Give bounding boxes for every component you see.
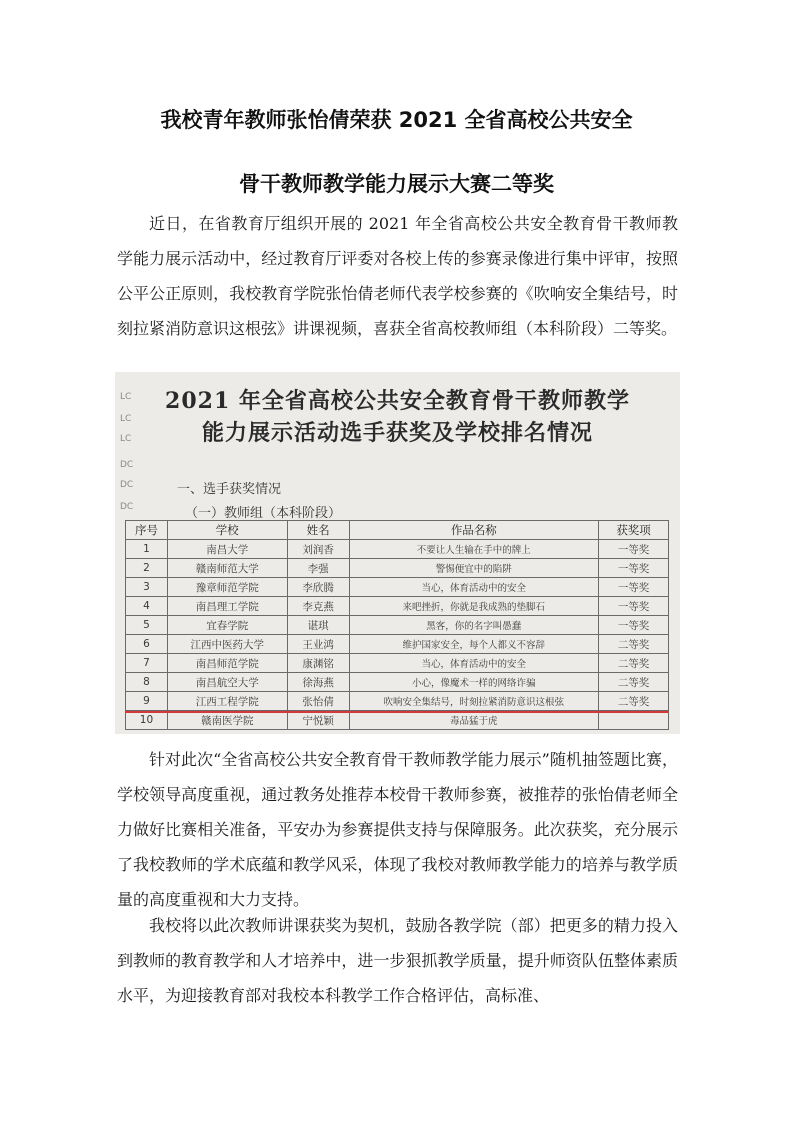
- cell-work: 不要让人生输在手中的牌上: [349, 540, 599, 559]
- cell-name: 李强: [287, 559, 349, 578]
- article-title-line-2: 骨干教师教学能力展示大赛二等奖: [239, 172, 554, 196]
- cell-work: 警惕便宜中的陷阱: [349, 559, 599, 578]
- cell-work: 黑客，你的名字叫愚蠢: [349, 616, 599, 635]
- cell-award: 二等奖: [599, 692, 669, 711]
- cell-work: 毒品猛于虎: [349, 711, 599, 730]
- paragraph-outlook: 我校将以此次教师讲课获奖为契机，鼓励各教学院（部）把更多的精力投入到教师的教育教学和人才培养中，进一步狠抓教学质量，提升师资队伍整体素质水平，为迎接教育部对我校本科教学工作合格评估，高标准、: [117, 916, 678, 1005]
- cell-award: 二等奖: [599, 635, 669, 654]
- cell-work: 来吧挫折，你就是我成熟的垫脚石: [349, 597, 599, 616]
- cell-award: 一等奖: [599, 559, 669, 578]
- paragraph-intro: 近日，在省教育厅组织开展的 2021 年全省高校公共安全教育骨干教师教学能力展示活动中，经过教育厅评委对各校上传的参赛录像进行集中评审，按照公平公正原则，我校教育学院张怡倩老师代表学校参赛的《吹响安全集结号，时刻拉紧消防意识这根弦》讲课视频，喜获全省高校教师组（本科阶段）二等奖。: [117, 214, 678, 338]
- cell-index: 9: [126, 692, 168, 711]
- photo-group-label: （一）教师组（本科阶段）: [185, 506, 342, 521]
- table-row: [126, 559, 669, 578]
- cell-work: 吹响安全集结号，时刻拉紧消防意识这根弦: [349, 692, 599, 711]
- side-mark: DC: [120, 460, 134, 470]
- paragraph-preparation: 针对此次“全省高校公共安全教育骨干教师教学能力展示”随机抽签题比赛，学校领导高度重视，通过教务处推荐本校骨干教师参赛，被推荐的张怡倩老师全力做好比赛相关准备，平安办为参赛提供支持与保障服务。此次获奖，充分展示了我校教师的学术底蕴和教学风采，体现了我校对教师教学能力的培养与教学质量的高度重视和大力支持。: [117, 750, 678, 909]
- photo-heading-line-2: 能力展示活动选手获奖及学校排名情况: [201, 420, 593, 446]
- cell-work: 当心，体育活动中的安全: [349, 654, 599, 673]
- table-row: [126, 597, 669, 616]
- cell-name: 康渊铭: [287, 654, 349, 673]
- cell-school: 江西工程学院: [167, 692, 287, 711]
- cell-name: 张怡倩: [287, 692, 349, 711]
- cell-name: 宁悦颖: [287, 711, 349, 730]
- cell-award: 二等奖: [599, 673, 669, 692]
- col-header-index: 序号: [126, 521, 168, 540]
- cell-school: 南昌理工学院: [167, 597, 287, 616]
- col-header-award: 获奖项: [599, 521, 669, 540]
- red-underline-mark: [125, 711, 669, 713]
- cell-school: 宜春学院: [167, 616, 287, 635]
- cell-index: 6: [126, 635, 168, 654]
- table-header-row: [126, 521, 669, 540]
- table-row: [126, 540, 669, 559]
- cell-award: 一等奖: [599, 616, 669, 635]
- cell-award: 一等奖: [599, 578, 669, 597]
- cell-index: 4: [126, 597, 168, 616]
- side-mark: LC: [120, 434, 132, 444]
- cell-index: 10: [126, 711, 168, 730]
- cell-index: 5: [126, 616, 168, 635]
- side-mark: DC: [120, 502, 134, 512]
- cell-index: 2: [126, 559, 168, 578]
- awards-table: [125, 520, 669, 730]
- cell-work: 小心，像魔术一样的网络诈骗: [349, 673, 599, 692]
- award-list-photo: [115, 372, 680, 734]
- cell-school: 南昌大学: [167, 540, 287, 559]
- cell-work: 维护国家安全，每个人都义不容辞: [349, 635, 599, 654]
- cell-name: 刘润香: [287, 540, 349, 559]
- cell-school: 豫章师范学院: [167, 578, 287, 597]
- cell-award: 一等奖: [599, 540, 669, 559]
- cell-school: 南昌师范学院: [167, 654, 287, 673]
- cell-index: 7: [126, 654, 168, 673]
- side-mark: LC: [120, 414, 132, 424]
- side-mark: DC: [120, 480, 134, 490]
- cell-work: 当心，体育活动中的安全: [349, 578, 599, 597]
- cell-school: 赣南师范大学: [167, 559, 287, 578]
- table-row: [126, 654, 669, 673]
- col-header-work: 作品名称: [349, 521, 599, 540]
- table-row: [126, 635, 669, 654]
- table-row-highlighted: [126, 692, 669, 711]
- cell-award: 二等奖: [599, 654, 669, 673]
- cell-name: 王业鸿: [287, 635, 349, 654]
- side-mark: LC: [120, 392, 132, 402]
- cell-name: 徐海燕: [287, 673, 349, 692]
- article-title-line-1: 我校青年教师张怡倩荣获 2021 全省高校公共安全: [160, 108, 633, 132]
- table-row: [126, 578, 669, 597]
- cell-name: 李欣腾: [287, 578, 349, 597]
- photo-heading-line-1: 2021 年全省高校公共安全教育骨干教师教学: [165, 388, 630, 414]
- col-header-school: 学校: [167, 521, 287, 540]
- cell-index: 1: [126, 540, 168, 559]
- cell-index: 3: [126, 578, 168, 597]
- col-header-name: 姓名: [287, 521, 349, 540]
- cell-award: [599, 711, 669, 730]
- cell-award: 一等奖: [599, 597, 669, 616]
- cell-index: 8: [126, 673, 168, 692]
- table-row: [126, 673, 669, 692]
- cell-school: 江西中医药大学: [167, 635, 287, 654]
- photo-section-label: 一、选手获奖情况: [177, 482, 282, 497]
- cell-name: 李克燕: [287, 597, 349, 616]
- table-row: [126, 711, 669, 730]
- cell-school: 南昌航空大学: [167, 673, 287, 692]
- cell-name: 谌琪: [287, 616, 349, 635]
- table-row: [126, 616, 669, 635]
- cell-school: 赣南医学院: [167, 711, 287, 730]
